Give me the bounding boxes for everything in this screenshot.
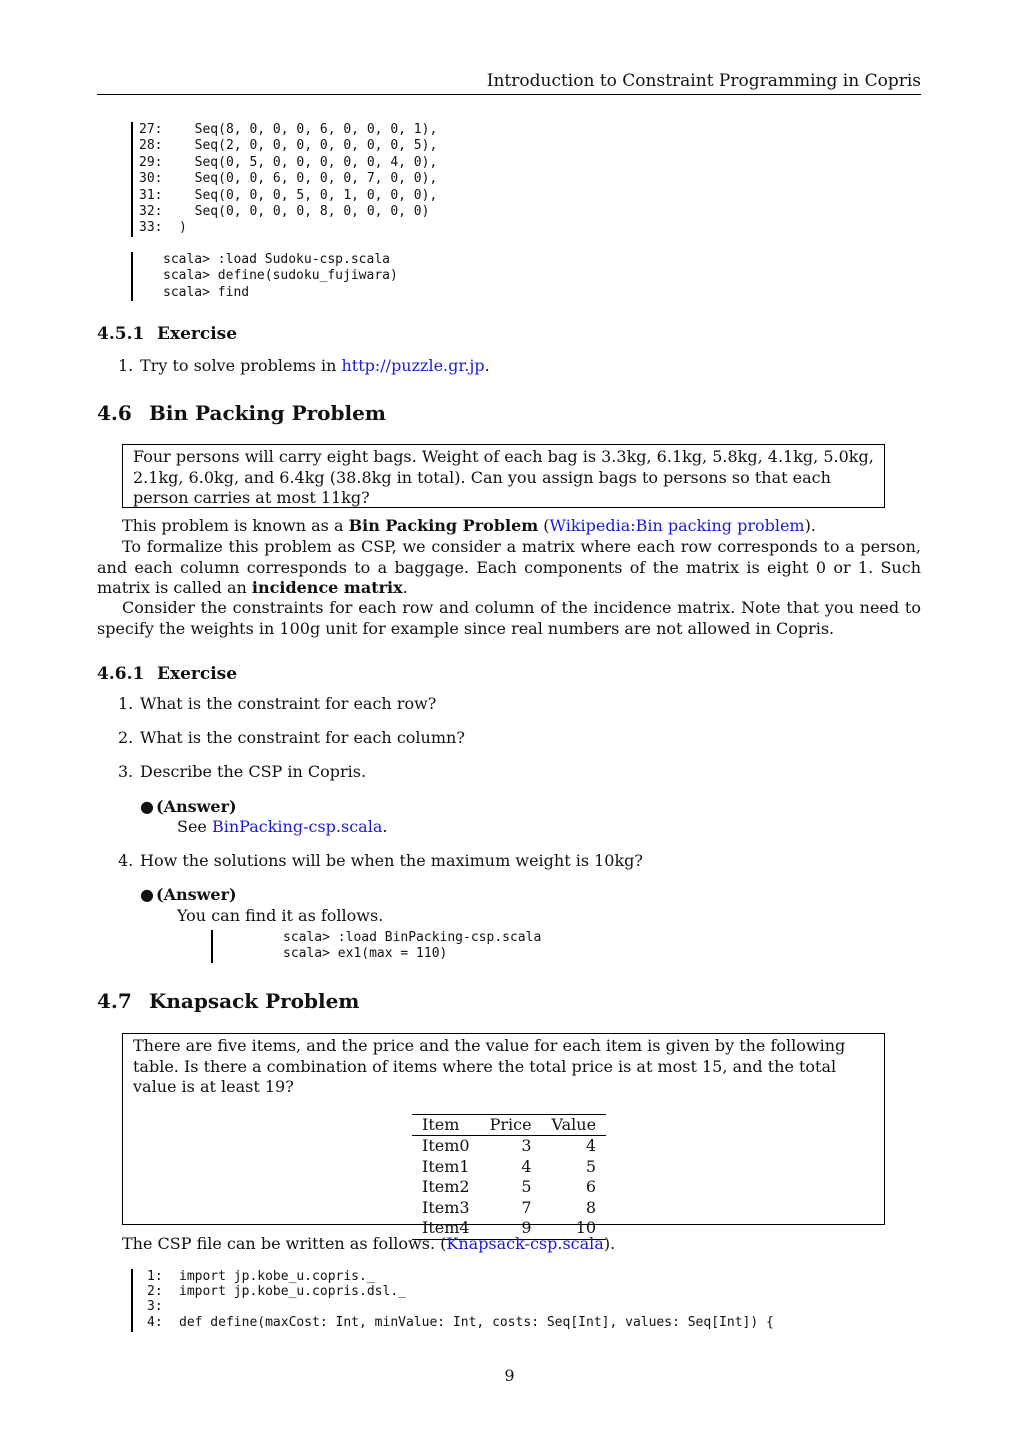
table-cell: 8 <box>585 1197 597 1217</box>
code-line: scala> find <box>163 284 250 300</box>
knapsack-code-listing <box>131 1269 774 1332</box>
column-header: Price <box>480 1114 542 1136</box>
code-line: 1: import jp.kobe_u.copris._ <box>147 1269 375 1284</box>
table-header-row <box>412 1114 606 1136</box>
section-heading-4-7: 4.7 Knapsack Problem <box>97 989 360 1013</box>
link-knapsack-csp[interactable]: Knapsack-csp.scala <box>446 1234 604 1253</box>
bullet-icon: ● <box>140 797 154 816</box>
answer-body: You can find it as follows. <box>177 906 384 925</box>
sudoku-code-listing <box>131 122 437 237</box>
list-item: 4. How the solutions will be when the maximum weight is 10kg? <box>118 851 643 870</box>
code-line: scala> ex1(max = 110) <box>283 946 448 962</box>
list-item: 1. What is the constraint for each row? <box>118 694 437 713</box>
table-cell: 5 <box>521 1177 532 1196</box>
table-cell: Item2 <box>422 1177 470 1196</box>
column-header: Value <box>542 1114 607 1136</box>
table-cell: 10 <box>542 1218 607 1239</box>
code-line: 32: Seq(0, 0, 0, 0, 8, 0, 0, 0, 0) <box>139 203 430 219</box>
answer-item: ● (Answer) <box>140 885 237 904</box>
answer-body: See BinPacking-csp.scala. <box>177 817 388 836</box>
table-cell: 4 <box>585 1136 597 1155</box>
table-row <box>412 1136 606 1157</box>
list-item: 1. Try to solve problems in http://puzzle.gr.jp. <box>118 356 490 375</box>
code-line: 28: Seq(2, 0, 0, 0, 0, 0, 0, 0, 5), <box>139 138 438 154</box>
problem-text: There are five items, and the price and the value for each item is given by the following table. Is there a combination of items where the total price is at most 15, and the total value is at least 19? <box>133 1036 846 1096</box>
section-heading-4-5-1: 4.5.1 Exercise <box>97 324 238 344</box>
code-line: 2: import jp.kobe_u.copris.dsl._ <box>147 1284 406 1300</box>
link-wikipedia-bin-packing[interactable]: Wikipedia:Bin packing problem <box>549 516 805 535</box>
code-line: 33: ) <box>139 220 187 236</box>
code-line: 4: def define(maxCost: Int, minValue: Int, costs: Seq[Int], values: Seq[Int]) { <box>147 1315 774 1331</box>
section-heading-4-6: 4.6 Bin Packing Problem <box>97 401 386 425</box>
table-cell: Item1 <box>422 1156 470 1176</box>
link-binpacking-csp[interactable]: BinPacking-csp.scala <box>212 817 383 836</box>
table-cell: 7 <box>521 1197 532 1217</box>
table-cell: 9 <box>480 1218 542 1239</box>
table-cell: Item0 <box>422 1136 470 1155</box>
answer-item: ● (Answer) <box>140 797 237 816</box>
table-cell: 3 <box>521 1136 532 1155</box>
table-cell: 4 <box>521 1156 532 1176</box>
binpacking-session-listing <box>211 930 541 963</box>
code-line: scala> :load BinPacking-csp.scala <box>283 930 542 945</box>
sudoku-session-listing <box>131 252 398 301</box>
paragraph: To formalize this problem as CSP, we consider a matrix where each row corresponds to a person, and each column corresponds to a baggage. Each components of the matrix is eight 0 or 1. Such matrix is called an incidence matrix. <box>97 537 921 597</box>
problem-box <box>122 1033 885 1237</box>
paragraph: This problem is known as a Bin Packing Problem (Wikipedia:Bin packing problem). <box>122 516 816 535</box>
code-line: 29: Seq(0, 5, 0, 0, 0, 0, 0, 4, 0), <box>139 154 438 170</box>
table-row <box>412 1157 606 1178</box>
paragraph: The CSP file can be written as follows. (Knapsack-csp.scala). <box>122 1234 616 1253</box>
table-row <box>412 1198 606 1219</box>
list-item: 3. Describe the CSP in Copris. <box>118 762 367 781</box>
code-line: scala> :load Sudoku-csp.scala <box>163 252 390 267</box>
code-line: 30: Seq(0, 0, 6, 0, 0, 0, 7, 0, 0), <box>139 171 438 187</box>
code-line: scala> define(sudoku_fujiwara) <box>163 268 398 284</box>
knapsack-table <box>412 1114 606 1240</box>
paragraph: Consider the constraints for each row and column of the incidence matrix. Note that you need to specify the weights in 100g unit for example since real numbers are not allowed in Copris. <box>97 598 921 638</box>
table-cell: Item3 <box>422 1197 470 1217</box>
table-cell: Item4 <box>412 1218 480 1239</box>
list-item: 2. What is the constraint for each column? <box>118 728 465 747</box>
table-cell: 5 <box>585 1156 597 1176</box>
code-line: 3: <box>147 1299 163 1315</box>
running-header: Introduction to Constraint Programming in Copris <box>97 72 921 95</box>
code-line: 27: Seq(8, 0, 0, 0, 6, 0, 0, 0, 1), <box>139 122 438 137</box>
table-cell: 6 <box>585 1177 597 1196</box>
link-puzzle-gr-jp[interactable]: http://puzzle.gr.jp <box>341 356 485 375</box>
table-row <box>412 1177 606 1198</box>
section-heading-4-6-1: 4.6.1 Exercise <box>97 664 238 684</box>
column-header: Item <box>412 1114 480 1136</box>
bullet-icon: ● <box>140 885 154 904</box>
code-line: 31: Seq(0, 0, 0, 5, 0, 1, 0, 0, 0), <box>139 187 438 203</box>
page-number: 9 <box>504 1366 515 1385</box>
problem-box: Four persons will carry eight bags. Weight of each bag is 3.3kg, 6.1kg, 5.8kg, 4.1kg, 5.0kg, 2.1kg, 6.0kg, and 6.4kg (38.8kg in total). Can you assign bags to persons so that each person carries at most 11kg? <box>122 444 885 508</box>
